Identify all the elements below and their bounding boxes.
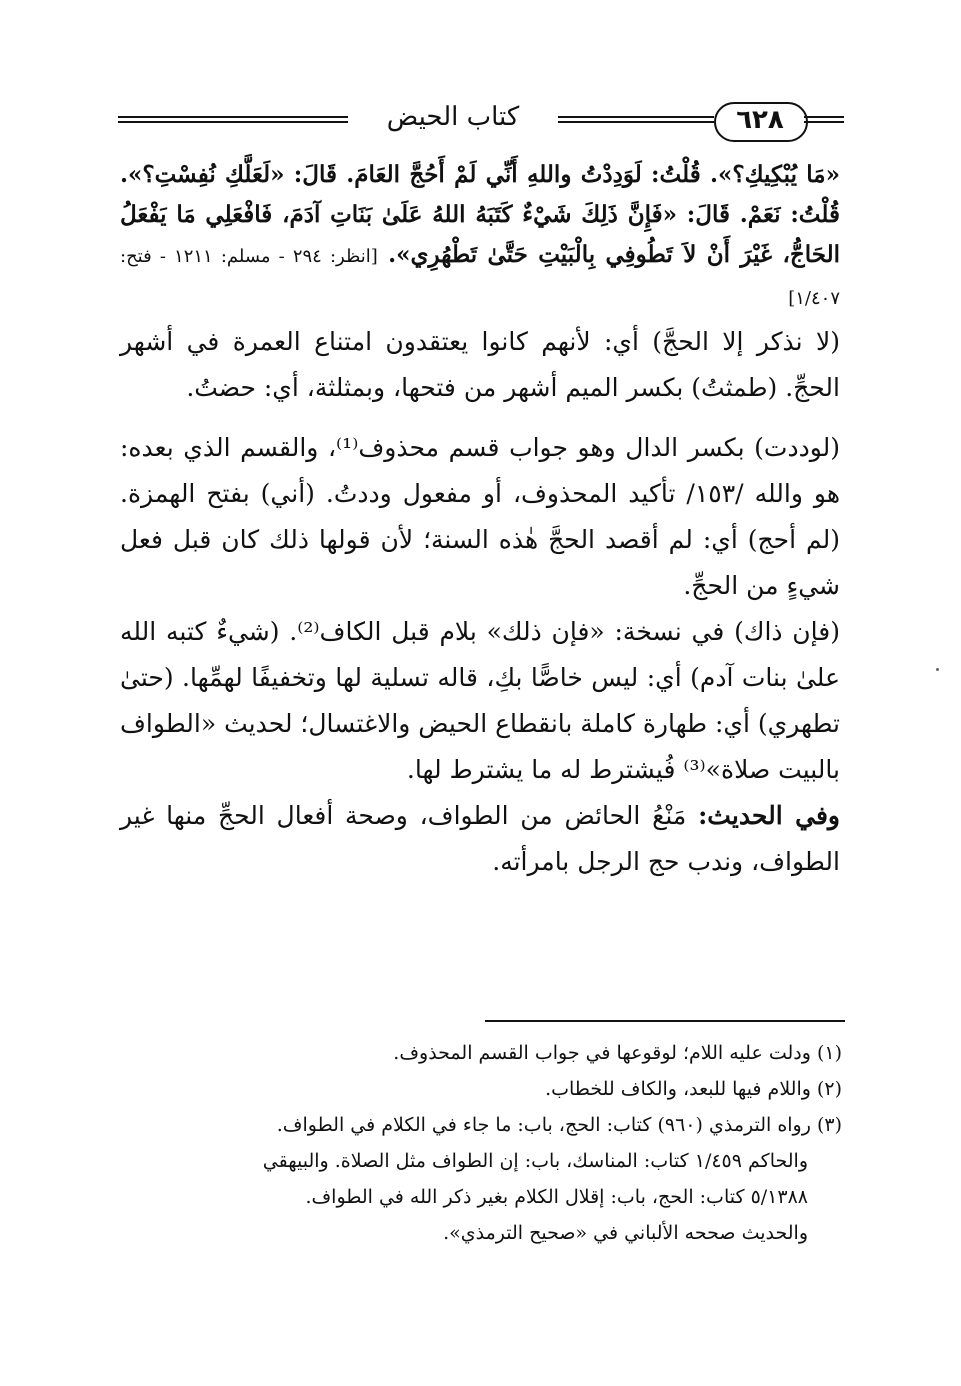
footnotes — [120, 1035, 842, 1251]
footnote-3-line-1: (٣) رواه الترمذي (٩٦٠) كتاب: الحج، باب: ما جاء في الكلام في الطواف. — [276, 1114, 842, 1136]
footnote-3-line-4: والحديث صححه الألباني في «صحيح الترمذي». — [443, 1222, 808, 1244]
chapter-title: كتاب الحيض — [386, 102, 520, 132]
commentary-paragraph-2: (لوددت) بكسر الدال وهو جواب قسم محذوف⁽¹⁾، والقسم الذي بعده: هو والله /١٥٣/ تأكيد المحذوف، أو مفعول وددتُ. (أني) بفتح الهمزة. (لم أحج) أي: لم أقصد الحجَّ هٰذه السنة؛ لأن قولها ذلك كان قبل فعل شيءٍ من الحجِّ. — [120, 433, 840, 600]
header-rule-right — [804, 116, 844, 123]
hadith-line-2: نَعَمْ. قَالَ: «فَإِنَّ ذَلِكَ شَيْءٌ كَتَبَهُ اللهُ عَلَىٰ بَنَاتِ آدَمَ، فَافْعَلِي مَا يَفْعَلُ الحَاجُّ، — [120, 201, 840, 268]
margin-mark — [936, 668, 939, 671]
footnote-1: (١) ودلت عليه اللام؛ لوقوعها في جواب القسم المحذوف. — [393, 1042, 842, 1064]
hadith-reference: [انظر: ٢٩٤ - مسلم: ١٢١١ - فتح: ١/٤٠٧] — [120, 246, 840, 309]
main-text — [120, 155, 840, 885]
header-rule-middle — [558, 116, 714, 123]
footnote-2: (٢) واللام فيها للبعد، والكاف للخطاب. — [545, 1078, 842, 1100]
commentary-paragraph-3: (فإن ذاك) في نسخة: «فإن ذلك» بلام قبل الكاف⁽²⁾. (شيءٌ كتبه الله علىٰ بنات آدم) أي: ليس خاصًّا بكِ، قاله تسلية لها وتخفيفًا لهمِّها. (حتىٰ تطهري) أي: طهارة كاملة بانقطاع الحيض والاغتسال؛ لحديث «الطواف بالبيت صلاة»⁽³⁾ فُيشترط له ما يشترط لها. — [120, 617, 840, 784]
hadith-text — [120, 155, 840, 319]
header-rule-left — [118, 116, 348, 123]
hadith-line-1: «مَا يُبْكِيكِ؟». قُلْتُ: لَوَدِدْتُ واللهِ أَنِّي لَمْ أَحُجَّ العَامَ. قَالَ: «لَعَلَّكِ نُفِسْتِ؟». قُلْتُ: — [120, 161, 840, 228]
lesson-lead: وفي الحديث: — [698, 801, 840, 830]
page-header — [118, 100, 844, 146]
commentary-paragraph-4 — [120, 793, 840, 885]
commentary-paragraph-1: (لا نذكر إلا الحجَّ) أي: لأنهم كانوا يعتقدون امتناع العمرة في أشهر الحجِّ. (طمثتُ) بكسر الميم أشهر من فتحها، وبمثلثة، أي: حضتُ. — [120, 327, 840, 402]
page-number: ٦٢٨ — [736, 105, 784, 135]
hadith-line-3: غَيْرَ أَنْ لاَ تَطُوفِي بِالْبَيْتِ حَتَّىٰ تَطْهُرِي». — [388, 241, 773, 268]
footnote-3-line-3: ٥/١٣٨٨ كتاب: الحج، باب: إقلال الكلام بغير ذكر الله في الطواف. — [305, 1186, 808, 1208]
footnote-3-line-2: والحاكم ١/٤٥٩ كتاب: المناسك، باب: إن الطواف مثل الصلاة. والبيهقي — [262, 1150, 808, 1172]
lesson-text: مَنْعُ الحائض من الطواف، وصحة أفعال الحجِّ منها غير الطواف، وندب حج الرجل بامرأته. — [120, 801, 840, 876]
footnote-separator — [485, 1020, 845, 1022]
